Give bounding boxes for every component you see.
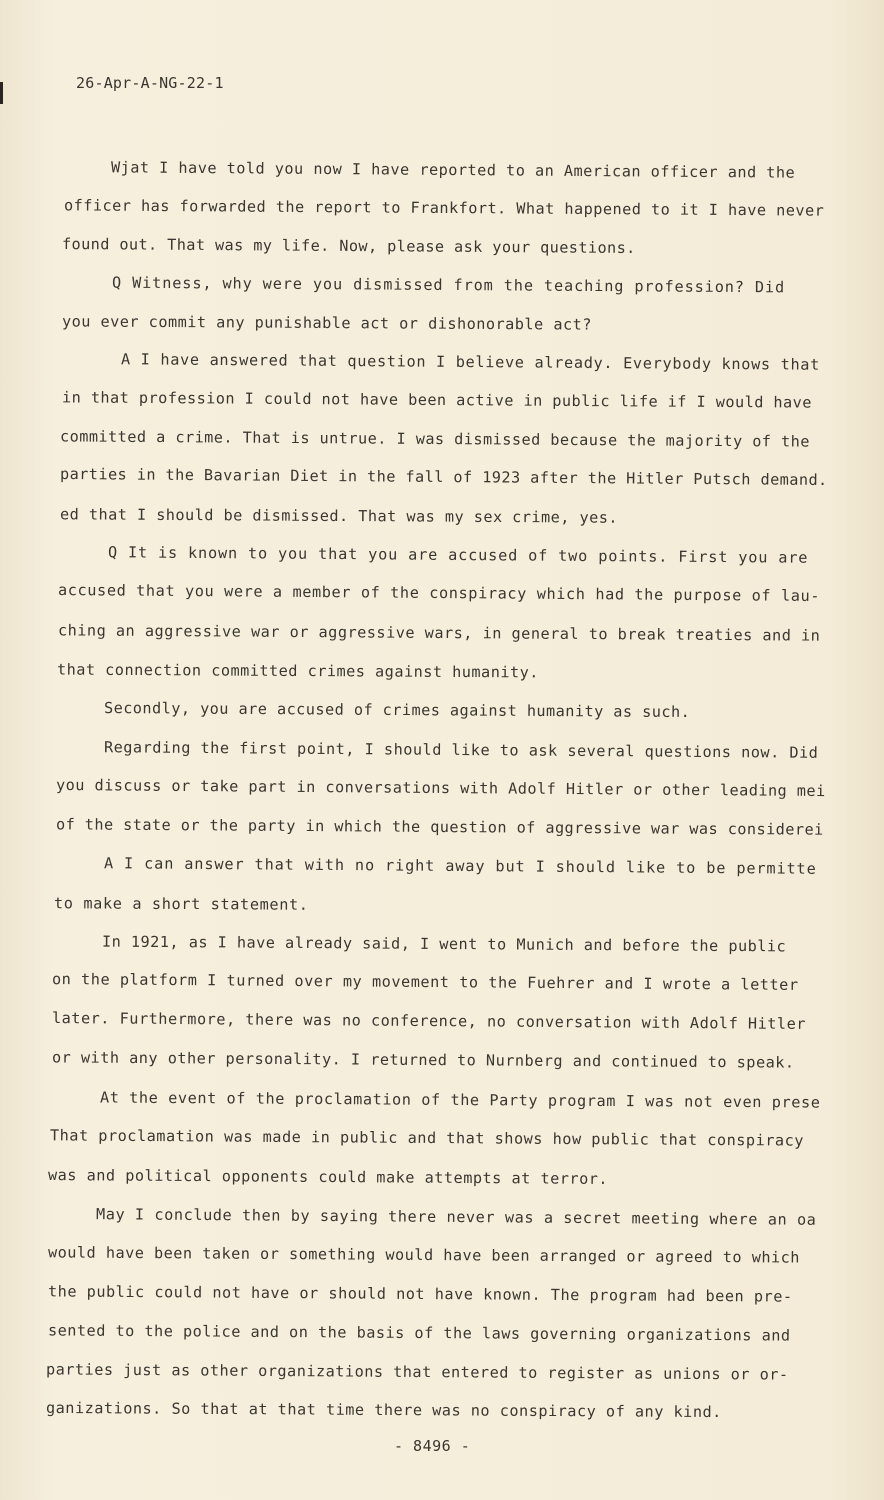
text-line: In 1921, as I have already said, I went to Munich and before the public	[101, 932, 787, 956]
text-line: in that profession I could not have been active in public life if I would have	[61, 388, 812, 412]
text-line: of the state or the party in which the question of aggressive war was considerei	[55, 815, 824, 839]
text-line: At the event of the proclamation of the Party program I was not even prese	[99, 1088, 821, 1112]
text-line: A I have answered that question I believe already. Everybody knows that	[120, 350, 821, 374]
text-line: sented to the police and on the basis of the laws governing organizations and	[47, 1321, 791, 1345]
text-line: Q Witness, why were you dismissed from the teaching profession? Did	[111, 273, 786, 297]
text-line: That proclamation was made in public and that shows how public that conspiracy	[49, 1126, 805, 1150]
text-line: committed a crime. That is untrue. I was dismissed because the majority of the	[59, 427, 810, 451]
text-line: parties in the Bavarian Diet in the fall of 1923 after the Hitler Putsch demand.	[59, 464, 828, 490]
page-edge-mark	[0, 82, 3, 104]
text-line: would have been taken or something would have been arranged or agreed to which	[47, 1243, 801, 1267]
text-line: ching an aggressive war or aggressive wars, in general to break treaties and in	[57, 621, 821, 645]
text-line: Regarding the first point, I should like to ask several questions now. Did	[103, 738, 819, 762]
text-line: Secondly, you are accused of crimes against humanity as such.	[103, 698, 691, 722]
text-line: you discuss or take part in conversations with Adolf Hitler or other leading mei	[55, 775, 826, 801]
document-header: 26-Apr-A-NG-22-1	[76, 74, 224, 92]
text-line: the public could not have or should not have known. The program had been pre-	[47, 1282, 793, 1306]
text-line: ganizations. So that at that time there was no conspiracy of any kind.	[45, 1398, 722, 1422]
text-line: on the platform I turned over my movement to the Fuehrer and I wrote a letter	[51, 970, 799, 994]
text-line: you ever commit any punishable act or dishonorable act?	[61, 312, 592, 334]
text-line: A I can answer that with no right away but I should like to be permitte	[103, 854, 817, 878]
text-line: was and political opponents could make attempts at terror.	[47, 1166, 609, 1188]
text-line: parties just as other organizations that entered to register as unions or or-	[45, 1360, 789, 1384]
text-line: May I conclude then by saying there never was a secret meeting where an oa	[95, 1205, 817, 1229]
text-line: to make a short statement.	[53, 894, 309, 914]
text-line: officer has forwarded the report to Frankfort. What happened to it I have never	[63, 196, 825, 220]
text-line: later. Furthermore, there was no conference, no conversation with Adolf Hitler	[51, 1009, 807, 1033]
text-line: accused that you were a member of the conspiracy which had the purpose of lau-	[57, 581, 821, 605]
text-line: Wjat I have told you now I have reported to an American officer and the	[110, 158, 796, 182]
text-line: ed that I should be dismissed. That was my sex crime, yes.	[59, 505, 619, 527]
text-line: Q It is known to you that you are accused of two points. First you are	[107, 543, 809, 567]
text-line: that connection committed crimes against humanity.	[56, 660, 539, 682]
page-number: - 8496 -	[394, 1437, 471, 1455]
text-line: found out. That was my life. Now, please ask your questions.	[61, 234, 636, 258]
text-line: or with any other personality. I returned to Nurnberg and continued to speak.	[51, 1048, 795, 1072]
